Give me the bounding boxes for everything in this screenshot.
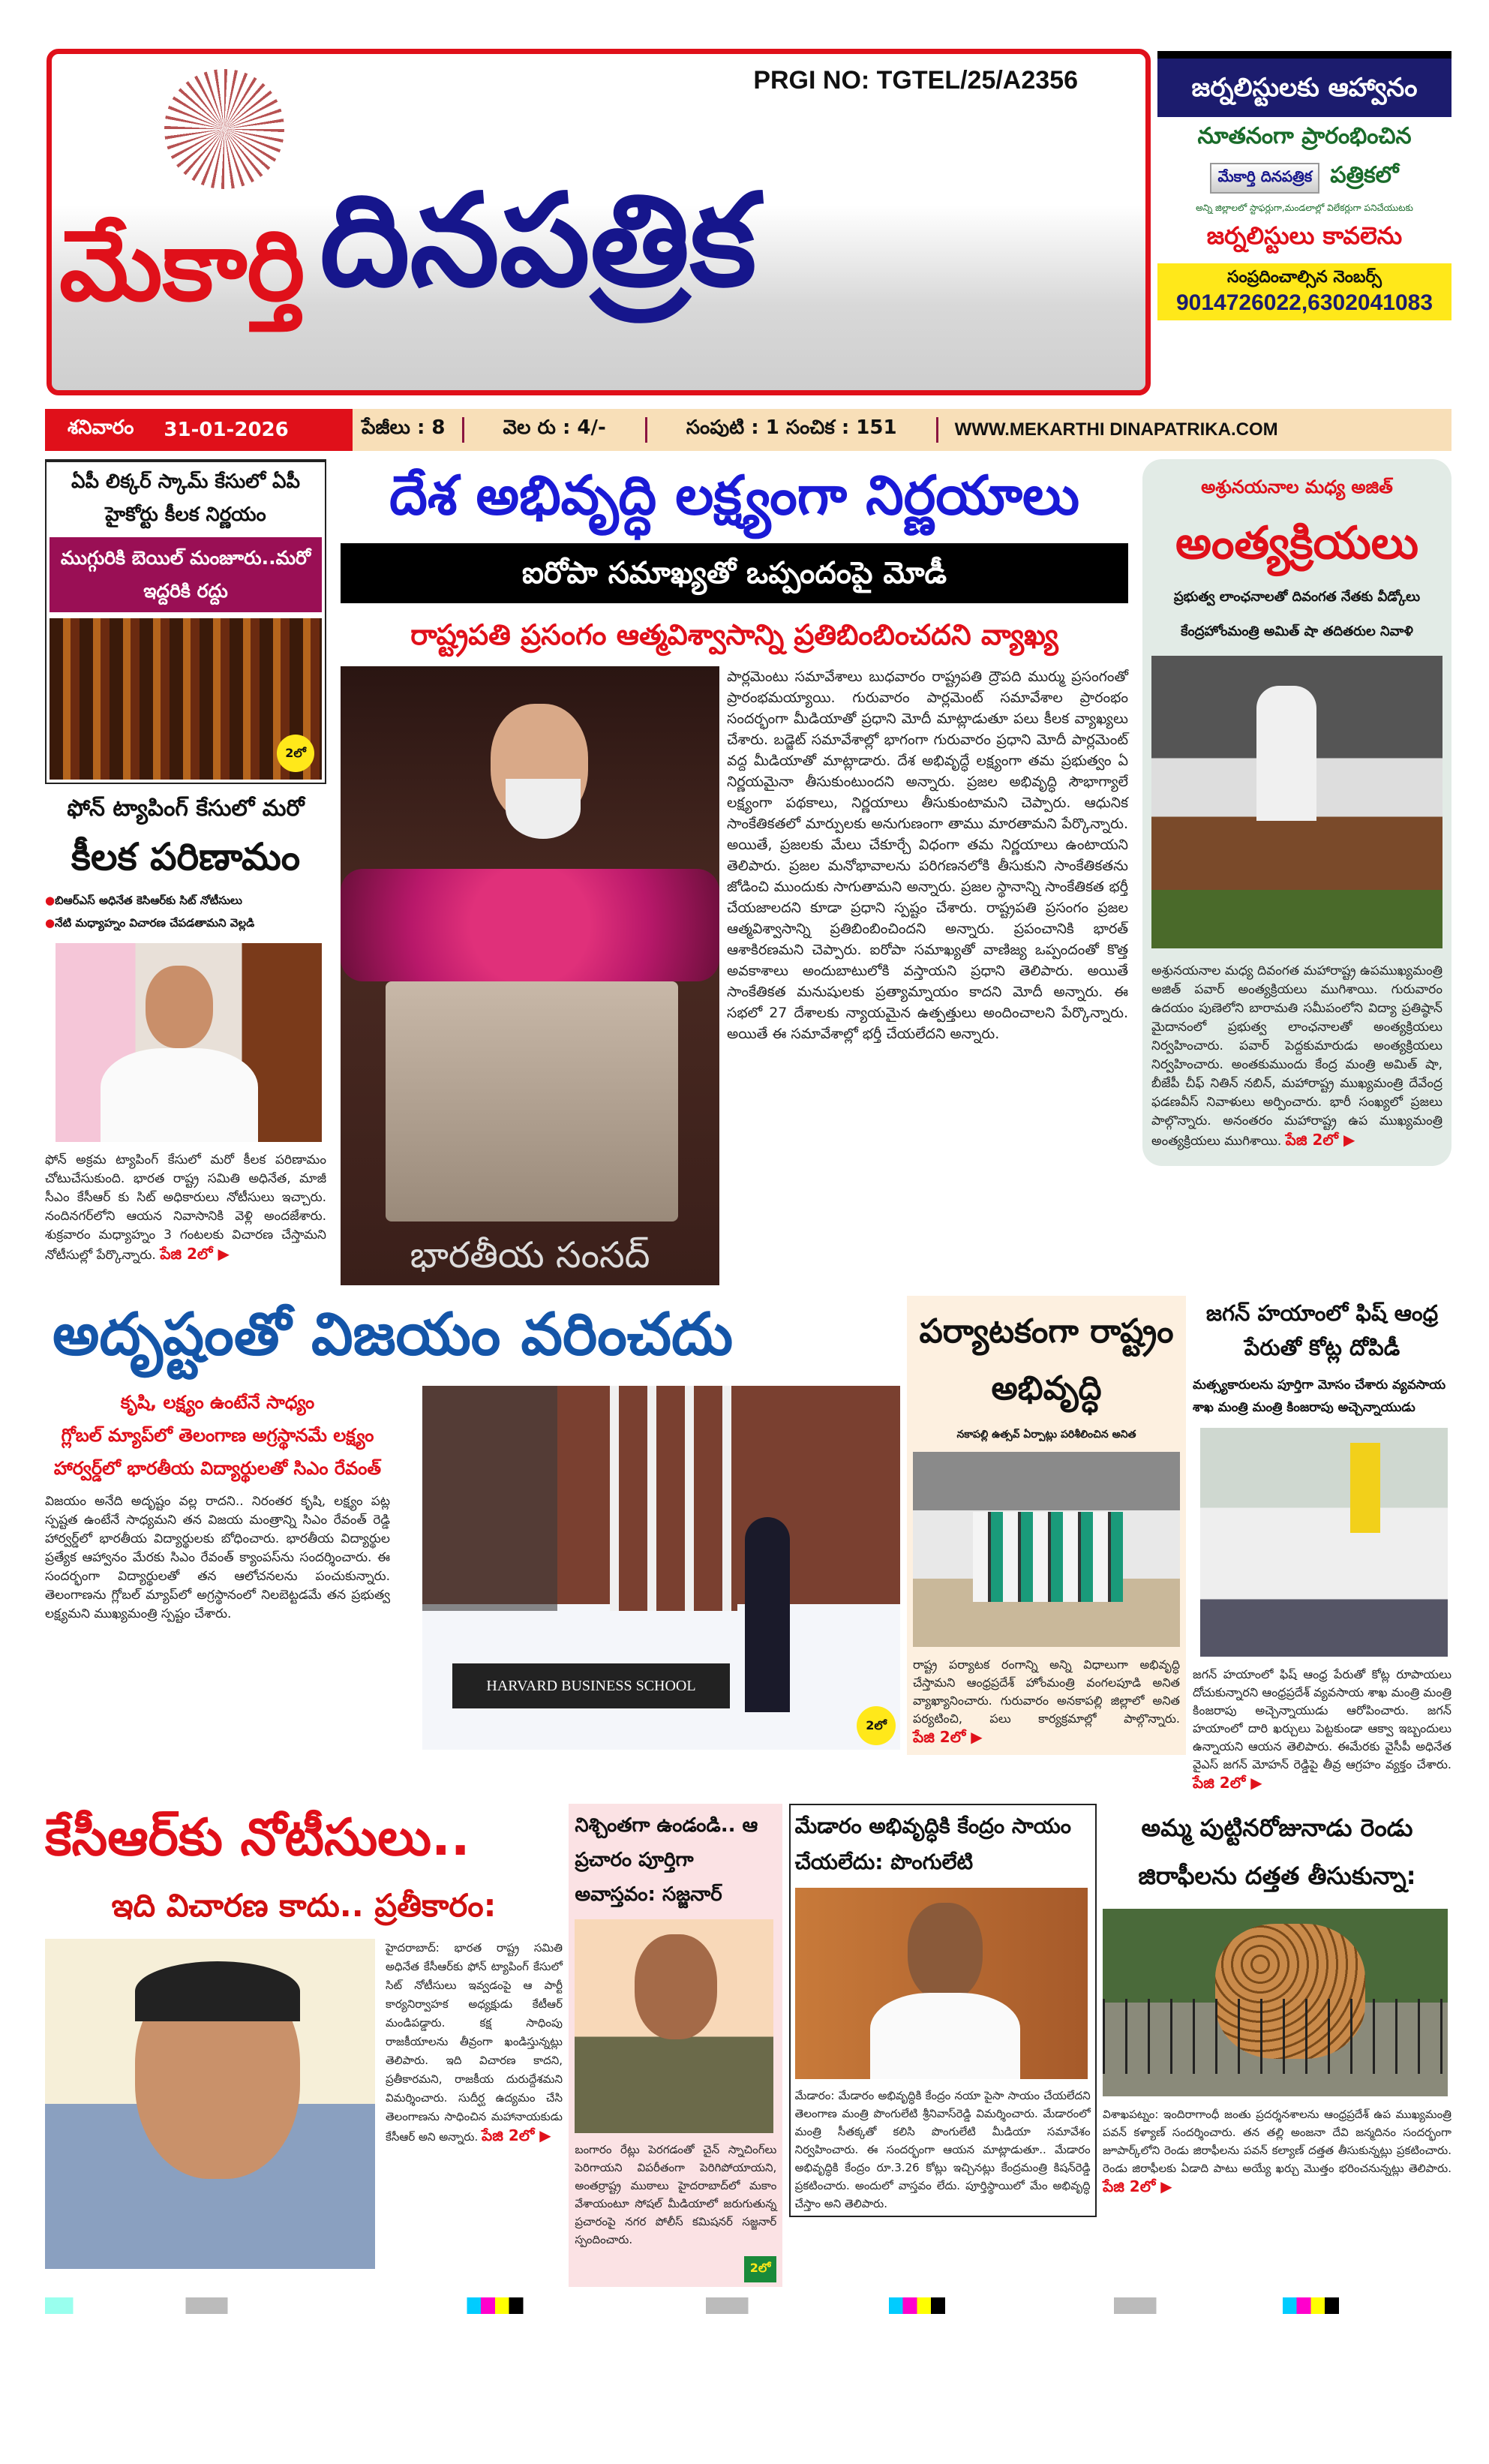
continue-page-2-link[interactable]: పేజి 2లో ▶	[482, 2126, 551, 2144]
jagan-body: జగన్ హయాంలో ఫిష్ ఆంధ్ర పేరుతో కోట్ల రూపాయలు దోచుకున్నారని ఆంధ్రప్రదేశ్ వ్యవసాయ శాఖ మంత్రి మంత్రి కింజరాపు అచ్చెన్నాయుడు ఆరోపించారు. జగన్ హయాంలో దారి ఖర్చులు పెట్టకుండా ఆక్వా ఇబ్బందులు ఉన్నాయని ఆయన తెలిపారు. ఈమేరకు వైసీపీ అధినేత వైఎస్ జగన్ మోహన్ రెడ్డిపై తీవ్ర ఆగ్రహం వ్యక్తం చేశారు.	[1193, 1667, 1451, 1771]
continue-page-2-link[interactable]: పేజి 2లో ▶	[1103, 2177, 1172, 2195]
ponguleti-photo	[795, 1888, 1088, 2079]
bullet-item: ●నేటి మధ్యాహ్నం విచారణ చేపడతామని వెల్లడి	[45, 916, 255, 930]
liquor-story	[45, 459, 326, 784]
row-top-stories	[45, 459, 1451, 1285]
phone-tapping-body: ఫోన్ అక్రమ ట్యాపింగ్ కేసులో మరో కీలక పరిణామం చోటుచేసుకుంది. భారత రాష్ట్ర సమితి అధినేత, మాజీ సీఎం కేసీఆర్ కు సిట్ అధికారులు నోటీసులు ఇచ్చారు. నందినగర్‌లోని ఆయన నివాసానికి వెళ్లి అందజేశారు. శుక్రవారం మధ్యాహ్నం 3 గంటలకు విచారణ చేస్తామని నోటీసుల్లో పేర్కొన్నారు.	[45, 1152, 326, 1263]
continue-page-2-link[interactable]: పేజి 2లో ▶	[1286, 1131, 1355, 1149]
page-count: పేజీలు : 8	[362, 416, 446, 439]
page-badge: 2లో	[277, 735, 314, 772]
ktr-body: హైదరాబాద్: భారత రాష్ట్ర సమితి అధినేత కేసీఆర్‌కు ఫోన్ ట్యాపింగ్ కేసులో సిట్ నోటీసులు ఇవ్వడంపై ఆ పార్టీ కార్యనిర్వాహక అధ్యక్షుడు కేటీఆర్ మండిపడ్డారు. కక్ష సాధింపు రాజకీయాలను తీవ్రంగా ఖండిస్తున్నట్లు తెలిపారు. ఇది విచారణ కాదని, ప్రతీకారమని, రాజకీయ దురుద్దేశమని విమర్శించారు. సుదీర్ఘ ఉద్యమం చేసి తెలంగాణను సాధించిన మహానాయకుడు కేసీఆర్ అని అన్నారు.	[386, 1941, 563, 2144]
continue-page-2-link[interactable]: పేజి 2లో ▶	[1193, 1774, 1262, 1792]
ad-logo: మేకార్తి దినపత్రిక	[1210, 163, 1319, 194]
amit-shah-tribute-photo	[1151, 656, 1442, 948]
modi-parliament-photo	[341, 666, 719, 1285]
tourism-sub: నకాపల్లి ఉత్సవ్ ఏర్పాట్లు పరిశీలించిన అనిత	[956, 1429, 1136, 1441]
prgi-number: PRGI NO: TGTEL/25/A2356	[753, 66, 1078, 95]
row-middle-stories	[45, 1296, 1451, 1793]
sajjanar-photo	[575, 1919, 773, 2133]
sajjanar-headline: నిశ్చింతగా ఉండండి.. ఆ ప్రచారం పూర్తిగా అవాస్తవం: సజ్జనార్	[575, 1814, 758, 1906]
ktr-photo	[45, 1939, 375, 2269]
harvard-campus-photo	[422, 1386, 900, 1750]
price: వెల రు : 4/-	[503, 416, 606, 439]
tourism-story	[907, 1296, 1186, 1755]
tourism-body: రాష్ట్ర పర్యాటక రంగాన్ని అన్ని విధాలుగా అభివృద్ధి చేస్తామని ఆంధ్రప్రదేశ్ హోంమంత్రి వంగలపూడి అనిత వ్యాఖ్యానించారు. గురువారం అనకాపల్లి జిల్లాలో అనిత పర్యటించి, పలు కార్యక్రమాల్లో పాల్గొన్నారు.	[913, 1657, 1180, 1726]
ad-line: జర్నలిస్టులు కావలెను	[1206, 221, 1403, 250]
continue-page-2-link[interactable]: పేజి 2లో ▶	[160, 1245, 230, 1263]
issue-date: 31-01-2026	[164, 419, 289, 441]
phone-tapping-kicker: ఫోన్ ట్యాపింగ్ కేసులో మరో	[67, 795, 305, 822]
harvard-subhead: కృషి, లక్ష్యం ఉంటేనే సాధ్యం	[120, 1392, 315, 1413]
giraffe-headline: అమ్మ పుట్టినరోజునాడు రెండు జిరాఫీలను దత్తత తీసుకున్నా:	[1138, 1813, 1416, 1890]
ad-line: అన్ని జిల్లాలలో స్టాఫర్లుగా,మండలాల్లో విలేకర్లుగా పనిచేయుటకు	[1196, 203, 1413, 213]
lead-headline: దేశ అభివృద్ధి లక్ష్యంగా నిర్ణయాలు	[389, 464, 1079, 527]
sajjanar-body: బంగారం రేట్లు పెరగడంతో చైన్ స్నాచింగ్‌లు పెరిగాయని విపరీతంగా పెరిగిపోయాయని, అంతర్రాష్ట్ర ముఠాలు హైదరాబాద్‌లో మకాం వేశాయంటూ సోషల్ మీడియాలో జరుగుతున్న ప్రచారంపై నగర పోలీస్ కమిషనర్ సజ్జనార్ స్పందించారు.	[575, 2143, 777, 2246]
harvard-headline: అదృష్టంతో విజయం వరించదు	[53, 1301, 734, 1369]
tourism-headline: పర్యాటకంగా రాష్ట్రం అభివృద్ధి	[919, 1312, 1174, 1408]
masthead	[47, 49, 1151, 395]
funeral-sub: ప్రభుత్వ లాంఛనాలతో దివంగత నేతకు వీడ్కోలు	[1173, 589, 1421, 605]
liquor-bottles-image	[50, 618, 322, 780]
liquor-subhead-box: ముగ్గురికి బెయిల్ మంజూరు..మరో ఇద్దరికి రద్దు	[50, 537, 322, 612]
liquor-headline: ఏపీ లిక్కర్ స్కామ్ కేసులో ఏపీ హైకోర్టు కీలక నిర్ణయం	[71, 470, 301, 526]
giraffe-body: విశాఖపట్నం: ఇందిరాగాంధీ జంతు ప్రదర్శనశాలను ఆంధ్రప్రదేశ్ ఉప ముఖ్యమంత్రి పవన్ కళ్యాణ్ సందర్శించారు. తన తల్లి అంజనా దేవి జన్మదినం సందర్భంగా జూపార్క్‌లోని రెండు జిరాఫీలను పవన్ కల్యాణ్ దత్తత తీసుకున్నట్లు ప్రకటించారు. రెండు జిరాఫీలకు ఏడాది పాటు అయ్యే ఖర్చు మొత్తం భరించనున్నట్లు తెలిపారు.	[1102, 2108, 1451, 2175]
lead-subhead: రాష్ట్రపతి ప్రసంగం ఆత్మవిశ్వాసాన్ని ప్రతిబింబించదని వ్యాఖ్య	[410, 618, 1058, 651]
weekday: శనివారం	[68, 416, 134, 439]
ad-phone-numbers: 9014726022,6302041083	[1175, 290, 1433, 315]
anitha-inspection-photo	[913, 1452, 1180, 1647]
page-badge: 2లో	[857, 1706, 896, 1745]
harvard-subhead: గ్లోబల్ మ్యాప్‌లో తెలంగాణ అగ్రస్థానమే లక్ష్యం	[61, 1425, 374, 1446]
harvard-subhead: హార్వర్డ్‌లో భారతీయ విద్యార్థులతో సిఎం రేవంత్	[53, 1458, 382, 1479]
medaram-story	[789, 1804, 1097, 2217]
lead-black-bar: ఐరోపా సమాఖ్యతో ఒప్పందంపై మోడీ	[341, 543, 1128, 603]
medaram-headline: మేడారం అభివృద్ధికి కేంద్రం సాయం చేయలేదు: పొంగులేటి	[794, 1813, 1071, 1874]
kcr-photo	[56, 943, 322, 1142]
parliament-caption: భారతీయ సంసద్	[410, 1234, 650, 1276]
ad-line: పత్రికలో	[1330, 162, 1399, 188]
harvard-sign: HARVARD BUSINESS SCHOOL	[452, 1663, 730, 1708]
achennaidu-photo	[1200, 1428, 1448, 1657]
logo-name-red: మేకార్తి	[59, 209, 305, 323]
date-bar	[45, 409, 1451, 451]
volume-issue: సంపుటి : 1 సంచిక : 151	[686, 416, 897, 439]
kcr-notices-headline: కేసీఆర్‌కు నోటీసులు..	[45, 1808, 470, 1868]
page-badge: 2లో	[744, 2256, 777, 2282]
funeral-story	[1142, 459, 1451, 1166]
funeral-sub: కేంద్రహోంమంత్రి అమిత్ షా తదితరుల నివాళి	[1181, 624, 1413, 639]
logo-name-blue: దినపత్రిక	[320, 167, 757, 315]
ad-heading: జర్నలిస్టులకు ఆహ్వానం	[1157, 59, 1451, 117]
ktr-subhead: ఇది విచారణ కాదు.. ప్రతీకారం:	[111, 1887, 497, 1924]
lead-body: పార్లమెంటు సమావేశాలు బుధవారం రాష్ట్రపతి ద్రౌపది ముర్ము ప్రసంగంతో ప్రారంభమయ్యాయి. గురువారం పార్లమెంట్ సమావేశాల ప్రారంభం సందర్భంగా మీడియాతో ప్రధాని మోదీ మాట్లాడుతూ పలు కీలక వ్యాఖ్యలు చేశారు. బడ్జెట్ సమావేశాల్లో భాగంగా గురువారం ప్రధాని మోదీ పార్లమెంట్ వద్ద మీడియాతో మాట్లాడారు. దేశ అభివృద్ధే లక్ష్యంగా తమ ప్రభుత్వం ఏ నిర్ణయమైనా తీసుకుంటుందని అన్నారు. ప్రజల అభివృద్ధి సౌభాగ్యాలే లక్ష్యంగా పథకాలు, నిర్ణయాలు తీసుకుంటామని చెప్పారు. ఆధునిక సాంకేతికతలో మార్పులకు అనుగుణంగా తాము మారతామని పేర్కొన్నారు. అయితే, ప్రజలకు మేలు చేకూర్చే విధంగా తమ నిర్ణయాలు ఉంటాయని తెలిపారు. ప్రజల మనోభావాలను పరిగణనలోకి తీసుకుని సాంకేతికతను జోడించి ముందుకు సాగుతామని అన్నారు. ప్రజల స్థానాన్ని సాంకేతికత భర్తీ చేయజాలదని కూడా ప్రధాని స్పష్టం చేశారు. రాష్ట్రపతి ప్రసంగం ప్రజల ఆత్మవిశ్వాసాన్ని ప్రతిబింబించిందని అన్నారు. ప్రపంచానికి భారత్ ఆశాకిరణమని చెప్పారు. ఐరోపా సమాఖ్యతో వాణిజ్య ఒప్పందంతో కొత్త అవకాశాలు అందుబాటులోకి వస్తాయని ప్రధాని తెలిపారు. అయితే సాంకేతికత మనుషులకు ప్రత్యామ్నాయం కాదని మోదీ అన్నారు. ఈ సభలో 27 దేశాలకు న్యాయమైన ఉత్పత్తులు అందించాలని పేర్కొన్నారు. అయితే ఈ సమావేశాల్లో భర్తీ చేయలేదని అన్నారు.	[727, 669, 1128, 1042]
ad-line: సంప్రదించాల్సిన నెంబర్స్	[1227, 268, 1382, 287]
sajjanar-story	[569, 1804, 782, 2287]
print-color-bar	[45, 2297, 1451, 2314]
medaram-body: మేడారం: మేడారం అభివృద్ధికి కేంద్రం నయా పైసా సాయం చేయలేదని తెలంగాణ మంత్రి పొంగులేటి శ్రీనివాస్‌రెడ్డి విమర్శించారు. మేడారంలో మంత్రి సీతక్కతో కలిసి పొంగులేటి మీడియా సమావేశం నిర్వహించారు. ఈ సందర్భంగా ఆయన మాట్లాడుతూ.. మేడారం అభివృద్ధికి కేంద్రం రూ.3.26 కోట్లు ఇచ్చినట్లు కేంద్రమంత్రి కిషన్‌రెడ్డి ప్రకటించారు. అందులో వాస్తవం లేదు. పూర్తిస్థాయిలో మేం అభివృద్ధి చేస్తాం అని తెలిపారు.	[794, 2089, 1091, 2210]
funeral-headline: అంత్యక్రియలు	[1175, 517, 1419, 569]
funeral-kicker: అశ్రునయనాల మధ్య అజిత్	[1201, 476, 1393, 497]
funeral-body: అశ్రునయనాల మధ్య దివంగత మహారాష్ట్ర ఉపముఖ్యమంత్రి అజిత్ పవార్ అంత్యక్రియలు ముగిశాయి. గురువారం ఉదయం పుణెలోని బారామతి సమీపంలోని విద్యా ప్రతిష్ఠాన్ మైదానంలో ప్రభుత్వ లాంఛనాలతో అంత్యక్రియలు నిర్వహించారు. పవార్ పెద్దకుమారుడు అంత్యక్రియలు నిర్వహించారు. అంతకుముందు కేంద్ర మంత్రి అమిత్ షా, బీజేపీ చీఫ్ నితిన్ నబిన్, మహారాష్ట్ర ముఖ్యమంత్రి దేవేంద్ర ఫడణవీస్ నివాళులు అర్పించారు. భారీ సంఖ్యలో ప్రజలు పాల్గొన్నారు. అనంతరం మహారాష్ట్ర ఉప ముఖ్యమంత్రి అంత్యక్రియలు ముగిశాయి.	[1151, 963, 1442, 1149]
phone-tapping-headline: కీలక పరిణామం	[71, 835, 301, 879]
pawan-giraffe-photo	[1103, 1909, 1448, 2096]
harvard-body: విజయం అనేది అదృష్టం వల్ల రాదని.. నిరంతర కృషి, లక్ష్యం పట్ల స్పష్టత ఉంటేనే సాధ్యమని తన విజయ మంత్రాన్ని సిఎం రేవంత్ రెడ్డి హార్వర్డ్‌లో భారతీయ విద్యార్థులకు బోధించారు. భారతీయ విద్యార్థుల ప్రత్యేక ఆహ్వానం మేరకు సిఎం రేవంత్ క్యాంపస్‌ను సందర్శించారు. ఈ సందర్భంగా విద్యార్థులతో తన ఆలోచనలను పంచుకున్నారు. తెలంగాణను గ్లోబల్ మ్యాప్‌లో అగ్రస్థానంలో నిలబెట్టడమే తన ప్రభుత్వ లక్ష్యమని ముఖ్యమంత్రి స్పష్టం చేశారు.	[45, 1494, 390, 1621]
jagan-headline: జగన్ హయాంలో ఫిష్ ఆంధ్ర పేరుతో కోట్ల దోపిడీ	[1205, 1300, 1439, 1360]
jagan-sub: మత్స్యకారులను పూర్తిగా మోసం చేశారు వ్యవసాయ శాఖ మంత్రి మంత్రి కింజరాపు అచ్చెన్నాయుడు	[1193, 1378, 1446, 1415]
bullet-item: ●బిఆర్ఎస్ అధినేత కెసిఆర్‌కు సిట్ నోటీసులు	[45, 894, 242, 907]
ad-line: నూతనంగా ప్రారంభించిన	[1197, 123, 1412, 149]
continue-page-2-link[interactable]: పేజి 2లో ▶	[913, 1728, 983, 1746]
row-bottom-stories	[45, 1804, 1451, 2287]
website-link[interactable]: WWW.MEKARTHI DINAPATRIKA.COM	[954, 419, 1278, 440]
journalist-recruitment-ad	[1157, 51, 1451, 398]
